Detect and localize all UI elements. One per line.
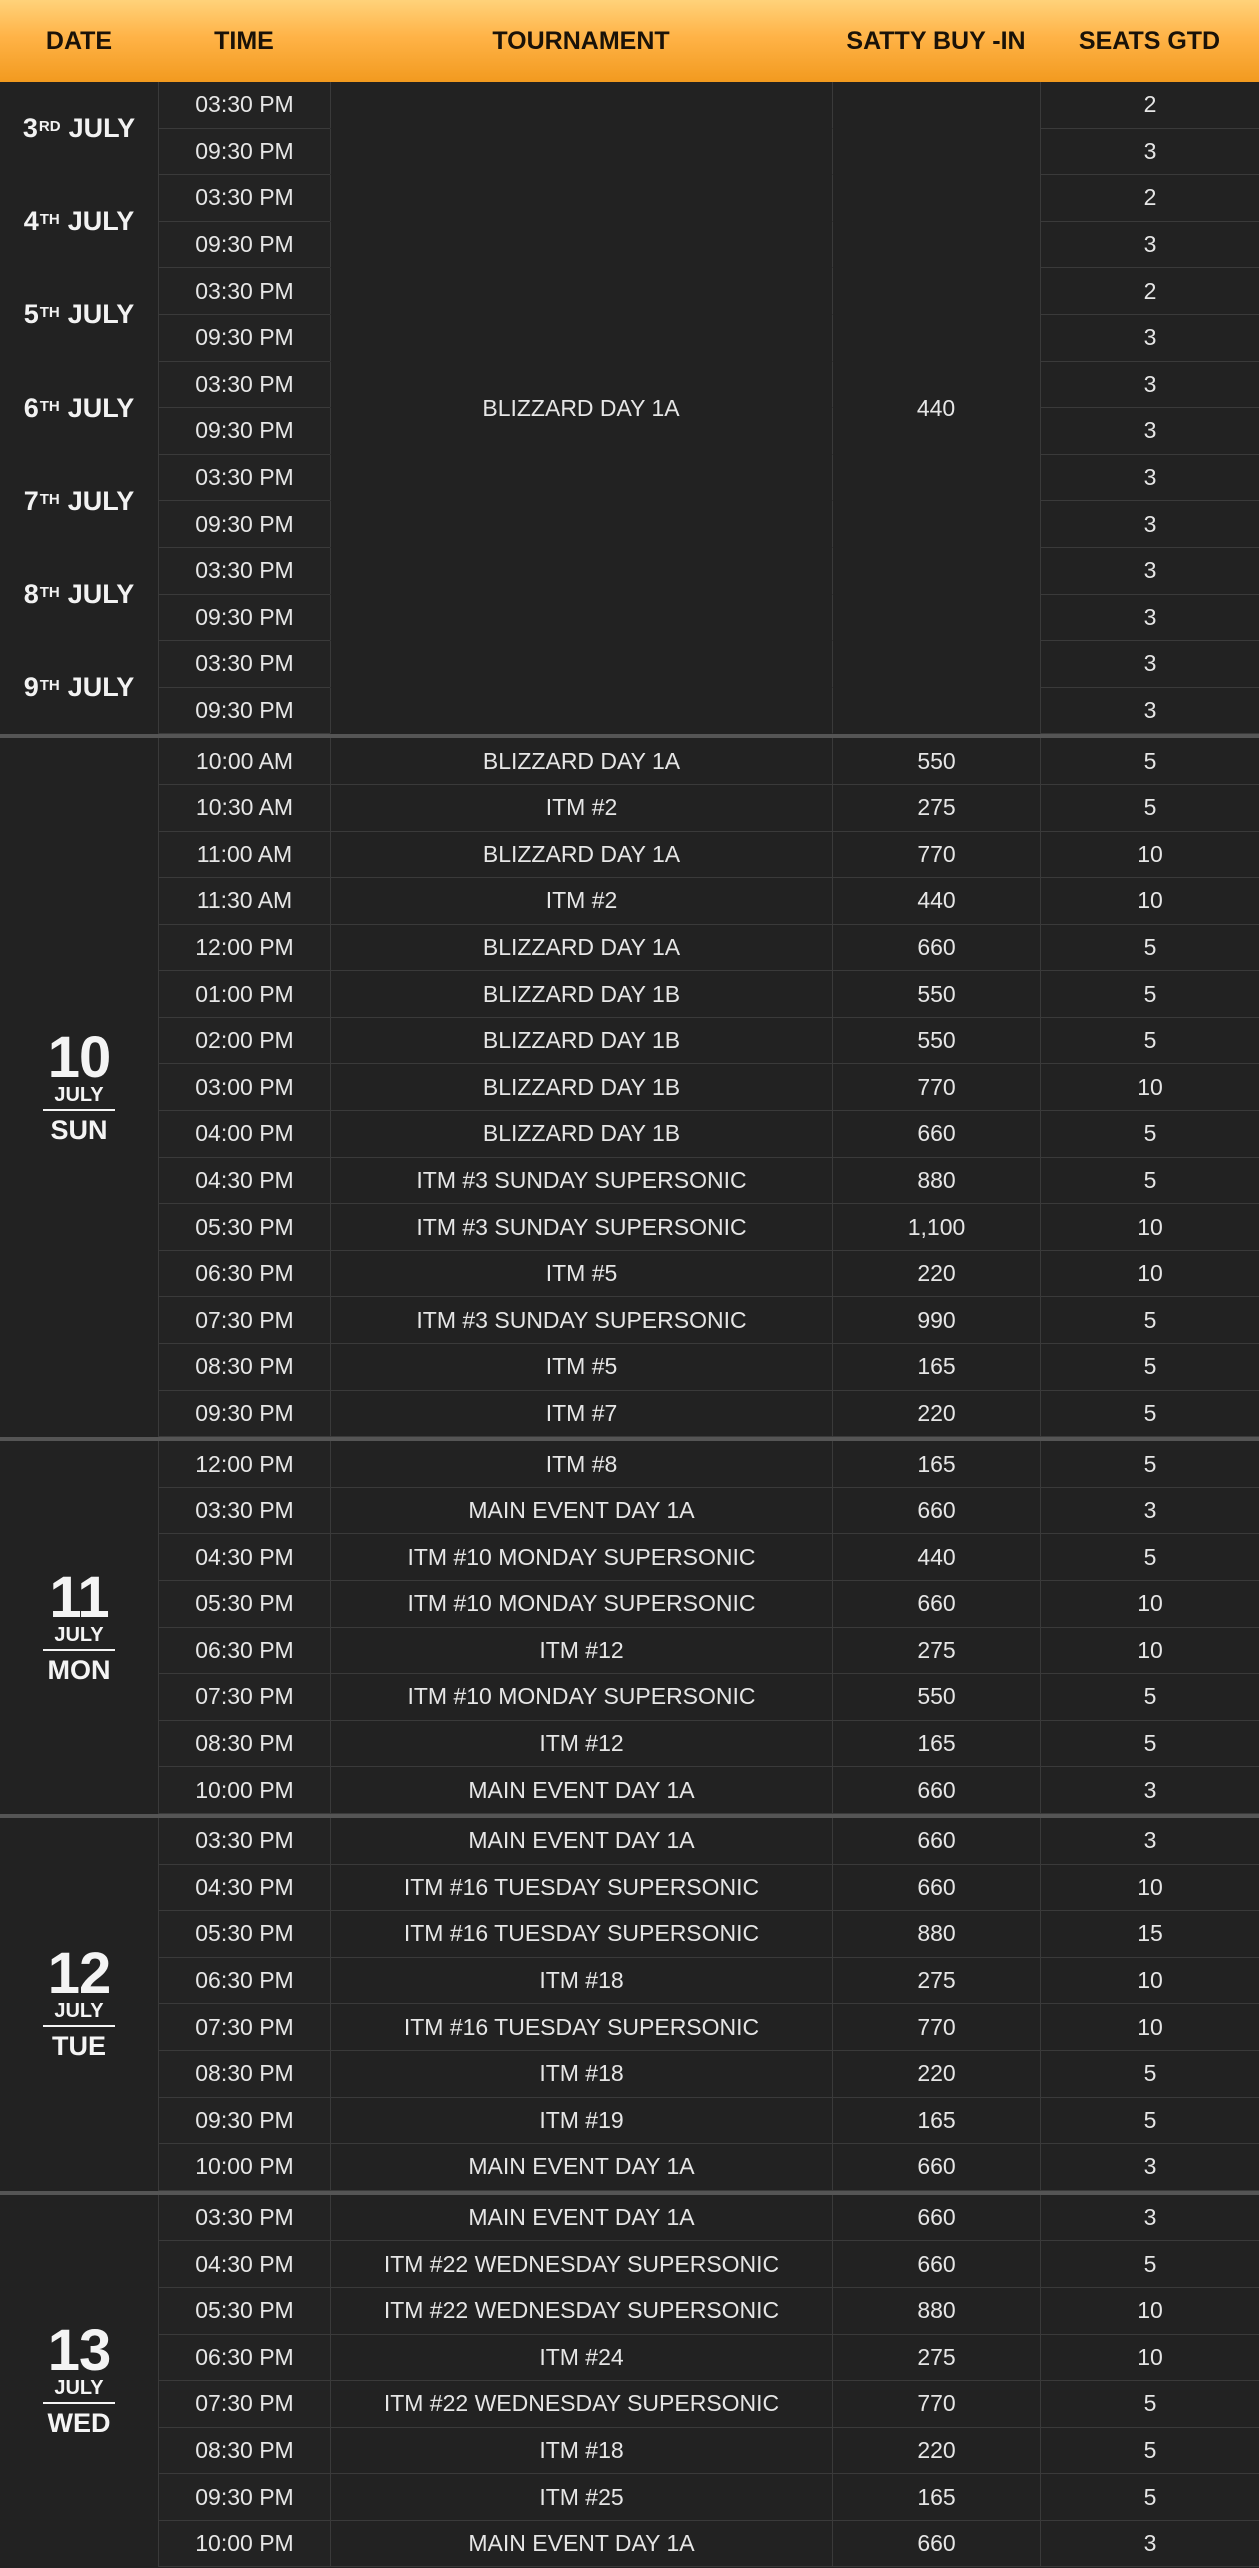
tournament-cell: ITM #22 WEDNESDAY SUPERSONIC bbox=[330, 2241, 832, 2288]
buyin-cell: 770 bbox=[832, 2004, 1040, 2051]
buyin-cell: 770 bbox=[832, 832, 1040, 879]
table-row bbox=[0, 738, 1259, 785]
table-row bbox=[0, 2335, 1259, 2382]
table-row bbox=[0, 1581, 1259, 1628]
date-month: JULY bbox=[67, 672, 135, 703]
seats-cell: 10 bbox=[1040, 2004, 1259, 2051]
date-divider bbox=[43, 2402, 115, 2404]
buyin-cell: 275 bbox=[832, 1628, 1040, 1675]
table-row bbox=[0, 1911, 1259, 1958]
tournament-cell: MAIN EVENT DAY 1A bbox=[330, 2195, 832, 2242]
time-cell: 07:30 PM bbox=[158, 1297, 330, 1344]
buyin-cell: 660 bbox=[832, 2521, 1040, 2568]
seats-cell: 10 bbox=[1040, 878, 1259, 925]
time-cell: 09:30 PM bbox=[158, 408, 330, 455]
seats-cell: 5 bbox=[1040, 2241, 1259, 2288]
date-number: 7 bbox=[23, 485, 39, 516]
table-row bbox=[0, 1767, 1259, 1814]
table-row bbox=[0, 1391, 1259, 1438]
seats-cell: 5 bbox=[1040, 1018, 1259, 1065]
seats-cell: 5 bbox=[1040, 1391, 1259, 1438]
seats-cell: 5 bbox=[1040, 971, 1259, 1018]
schedule-table bbox=[0, 82, 1259, 2567]
time-cell: 06:30 PM bbox=[158, 1251, 330, 1298]
table-row bbox=[0, 971, 1259, 1018]
buyin-cell: 275 bbox=[832, 785, 1040, 832]
date-suffix: TH bbox=[39, 211, 60, 229]
merged-tournament: BLIZZARD DAY 1A bbox=[482, 394, 680, 421]
table-row bbox=[0, 2004, 1259, 2051]
time-cell: 11:00 AM bbox=[158, 832, 330, 879]
time-cell: 09:30 PM bbox=[158, 2098, 330, 2145]
date-label bbox=[0, 641, 158, 734]
date-label bbox=[0, 548, 158, 641]
buyin-cell: 660 bbox=[832, 2144, 1040, 2191]
tournament-cell: ITM #7 bbox=[330, 1391, 832, 1438]
time-cell: 09:30 PM bbox=[158, 129, 330, 176]
buyin-cell: 660 bbox=[832, 2195, 1040, 2242]
seats-cell: 5 bbox=[1040, 1158, 1259, 1205]
date-number: 3 bbox=[22, 113, 38, 144]
seats-cell: 3 bbox=[1040, 688, 1259, 735]
table-row bbox=[0, 925, 1259, 972]
seats-cell: 5 bbox=[1040, 2098, 1259, 2145]
date-month: JULY bbox=[67, 299, 135, 330]
time-cell: 08:30 PM bbox=[158, 1344, 330, 1391]
table-row bbox=[0, 2521, 1259, 2568]
buyin-cell: 660 bbox=[832, 2241, 1040, 2288]
date-month: JULY bbox=[54, 2377, 104, 2400]
time-cell: 08:30 PM bbox=[158, 1721, 330, 1768]
table-row bbox=[0, 2428, 1259, 2475]
date-label bbox=[0, 1818, 158, 2191]
buyin-cell: 165 bbox=[832, 1344, 1040, 1391]
tournament-cell: BLIZZARD DAY 1A bbox=[330, 925, 832, 972]
seats-cell: 3 bbox=[1040, 222, 1259, 269]
table-row bbox=[0, 1534, 1259, 1581]
tournament-cell: ITM #10 MONDAY SUPERSONIC bbox=[330, 1581, 832, 1628]
seats-cell: 3 bbox=[1040, 641, 1259, 688]
tournament-cell: ITM #5 bbox=[330, 1251, 832, 1298]
time-cell: 03:30 PM bbox=[158, 2195, 330, 2242]
seats-cell: 3 bbox=[1040, 2521, 1259, 2568]
date-weekday: WED bbox=[47, 2408, 111, 2439]
seats-cell: 5 bbox=[1040, 2474, 1259, 2521]
date-month: JULY bbox=[54, 1623, 104, 1646]
date-weekday: TUE bbox=[52, 2031, 106, 2062]
buyin-cell: 990 bbox=[832, 1297, 1040, 1344]
time-cell: 07:30 PM bbox=[158, 2381, 330, 2428]
buyin-cell: 660 bbox=[832, 1767, 1040, 1814]
buyin-cell: 770 bbox=[832, 1064, 1040, 1111]
time-cell: 04:30 PM bbox=[158, 1158, 330, 1205]
buyin-cell: 660 bbox=[832, 1818, 1040, 1865]
table-row bbox=[0, 1251, 1259, 1298]
table-row bbox=[0, 2195, 1259, 2242]
buyin-cell: 660 bbox=[832, 1865, 1040, 1912]
seats-cell: 3 bbox=[1040, 315, 1259, 362]
seats-cell: 10 bbox=[1040, 1064, 1259, 1111]
time-cell: 09:30 PM bbox=[158, 315, 330, 362]
buyin-cell: 550 bbox=[832, 1674, 1040, 1721]
header-buyin: SATTY BUY -IN bbox=[846, 26, 1026, 55]
tournament-cell: BLIZZARD DAY 1A bbox=[330, 832, 832, 879]
header-seats: SEATS GTD bbox=[1078, 26, 1221, 55]
date-suffix: TH bbox=[39, 584, 60, 602]
time-cell: 03:30 PM bbox=[158, 1818, 330, 1865]
date-month: JULY bbox=[54, 2000, 104, 2023]
table-row bbox=[0, 1865, 1259, 1912]
buyin-cell: 880 bbox=[832, 1158, 1040, 1205]
date-month: JULY bbox=[67, 206, 135, 237]
seats-cell: 10 bbox=[1040, 1628, 1259, 1675]
buyin-cell: 440 bbox=[832, 878, 1040, 925]
seats-cell: 10 bbox=[1040, 832, 1259, 879]
tournament-cell: ITM #2 bbox=[330, 878, 832, 925]
seats-cell: 5 bbox=[1040, 2381, 1259, 2428]
buyin-cell: 770 bbox=[832, 2381, 1040, 2428]
buyin-cell: 165 bbox=[832, 2474, 1040, 2521]
table-row bbox=[0, 2051, 1259, 2098]
buyin-cell: 550 bbox=[832, 971, 1040, 1018]
date-day-number: 10 bbox=[47, 1024, 111, 1090]
buyin-cell: 1,100 bbox=[832, 1204, 1040, 1251]
time-cell: 06:30 PM bbox=[158, 1628, 330, 1675]
tournament-cell: ITM #10 MONDAY SUPERSONIC bbox=[330, 1534, 832, 1581]
date-suffix: TH bbox=[39, 677, 60, 695]
time-cell: 09:30 PM bbox=[158, 501, 330, 548]
time-cell: 10:30 AM bbox=[158, 785, 330, 832]
buyin-cell: 275 bbox=[832, 1958, 1040, 2005]
date-label bbox=[0, 175, 158, 268]
seats-cell: 15 bbox=[1040, 1911, 1259, 1958]
date-label bbox=[0, 268, 158, 361]
time-cell: 12:00 PM bbox=[158, 925, 330, 972]
time-cell: 05:30 PM bbox=[158, 1204, 330, 1251]
buyin-cell: 660 bbox=[832, 1111, 1040, 1158]
table-row bbox=[0, 1064, 1259, 1111]
time-cell: 03:30 PM bbox=[158, 362, 330, 409]
table-row bbox=[0, 1721, 1259, 1768]
date-suffix: TH bbox=[39, 397, 60, 415]
table-row bbox=[0, 785, 1259, 832]
date-day-number: 11 bbox=[49, 1564, 109, 1630]
date-suffix: TH bbox=[39, 490, 60, 508]
header-date: DATE bbox=[45, 26, 113, 55]
date-month: JULY bbox=[67, 579, 135, 610]
time-cell: 08:30 PM bbox=[158, 2051, 330, 2098]
time-cell: 07:30 PM bbox=[158, 2004, 330, 2051]
buyin-cell: 550 bbox=[832, 1018, 1040, 1065]
buyin-cell: 220 bbox=[832, 1251, 1040, 1298]
seats-cell: 3 bbox=[1040, 1767, 1259, 1814]
time-cell: 10:00 PM bbox=[158, 2144, 330, 2191]
seats-cell: 5 bbox=[1040, 1297, 1259, 1344]
tournament-cell: MAIN EVENT DAY 1A bbox=[330, 1767, 832, 1814]
time-cell: 09:30 PM bbox=[158, 1391, 330, 1438]
tournament-cell: MAIN EVENT DAY 1A bbox=[330, 2521, 832, 2568]
date-block-13-july bbox=[0, 2195, 1259, 2568]
tournament-cell: BLIZZARD DAY 1B bbox=[330, 1111, 832, 1158]
date-month: JULY bbox=[67, 392, 135, 423]
seats-cell: 3 bbox=[1040, 595, 1259, 642]
time-cell: 07:30 PM bbox=[158, 1674, 330, 1721]
tournament-cell: BLIZZARD DAY 1A bbox=[330, 738, 832, 785]
time-cell: 10:00 PM bbox=[158, 2521, 330, 2568]
date-label bbox=[0, 455, 158, 548]
date-number: 6 bbox=[23, 392, 39, 423]
seats-cell: 10 bbox=[1040, 1251, 1259, 1298]
seats-cell: 5 bbox=[1040, 1111, 1259, 1158]
tournament-cell: BLIZZARD DAY 1B bbox=[330, 971, 832, 1018]
seats-cell: 5 bbox=[1040, 1534, 1259, 1581]
table-header bbox=[0, 0, 1259, 82]
time-cell: 12:00 PM bbox=[158, 1441, 330, 1488]
date-label bbox=[0, 1441, 158, 1814]
buyin-cell: 440 bbox=[832, 1534, 1040, 1581]
buyin-cell: 165 bbox=[832, 1721, 1040, 1768]
table-row bbox=[0, 1628, 1259, 1675]
time-cell: 03:30 PM bbox=[158, 175, 330, 222]
tournament-cell: ITM #3 SUNDAY SUPERSONIC bbox=[330, 1204, 832, 1251]
time-cell: 05:30 PM bbox=[158, 2288, 330, 2335]
tournament-cell: ITM #12 bbox=[330, 1628, 832, 1675]
seats-cell: 3 bbox=[1040, 548, 1259, 595]
seats-cell: 10 bbox=[1040, 1581, 1259, 1628]
tournament-cell: MAIN EVENT DAY 1A bbox=[330, 1488, 832, 1535]
buyin-cell: 660 bbox=[832, 925, 1040, 972]
seats-cell: 2 bbox=[1040, 82, 1259, 129]
time-cell: 05:30 PM bbox=[158, 1911, 330, 1958]
buyin-cell: 220 bbox=[832, 2428, 1040, 2475]
seats-cell: 5 bbox=[1040, 1344, 1259, 1391]
tournament-cell: ITM #18 bbox=[330, 1958, 832, 2005]
time-cell: 09:30 PM bbox=[158, 222, 330, 269]
seats-cell: 3 bbox=[1040, 408, 1259, 455]
date-number: 4 bbox=[23, 206, 39, 237]
tournament-cell: BLIZZARD DAY 1B bbox=[330, 1064, 832, 1111]
date-block-3-9-july bbox=[0, 82, 1259, 738]
date-label bbox=[0, 2195, 158, 2568]
date-divider bbox=[43, 1649, 115, 1651]
date-divider bbox=[43, 1109, 115, 1111]
tournament-cell: BLIZZARD DAY 1B bbox=[330, 1018, 832, 1065]
table-row bbox=[0, 2381, 1259, 2428]
date-number: 5 bbox=[23, 299, 39, 330]
header-tournament: TOURNAMENT bbox=[492, 26, 670, 55]
date-month: JULY bbox=[54, 1083, 104, 1106]
buyin-cell: 220 bbox=[832, 1391, 1040, 1438]
table-row bbox=[0, 1818, 1259, 1865]
table-row bbox=[0, 2288, 1259, 2335]
time-cell: 06:30 PM bbox=[158, 1958, 330, 2005]
time-cell: 09:30 PM bbox=[158, 688, 330, 735]
tournament-cell: ITM #25 bbox=[330, 2474, 832, 2521]
table-row bbox=[0, 832, 1259, 879]
tournament-cell: ITM #12 bbox=[330, 1721, 832, 1768]
seats-cell: 3 bbox=[1040, 455, 1259, 502]
time-cell: 06:30 PM bbox=[158, 2335, 330, 2382]
tournament-cell: ITM #5 bbox=[330, 1344, 832, 1391]
table-row bbox=[0, 1158, 1259, 1205]
seats-cell: 2 bbox=[1040, 268, 1259, 315]
seats-cell: 3 bbox=[1040, 1818, 1259, 1865]
tournament-cell: ITM #18 bbox=[330, 2051, 832, 2098]
time-cell: 03:30 PM bbox=[158, 455, 330, 502]
date-day-number: 12 bbox=[47, 1941, 111, 2007]
time-cell: 01:00 PM bbox=[158, 971, 330, 1018]
time-cell: 10:00 PM bbox=[158, 1767, 330, 1814]
tournament-cell: ITM #8 bbox=[330, 1441, 832, 1488]
date-block-12-july bbox=[0, 1818, 1259, 2195]
seats-cell: 3 bbox=[1040, 501, 1259, 548]
time-cell: 04:30 PM bbox=[158, 2241, 330, 2288]
date-month: JULY bbox=[67, 485, 135, 516]
table-row bbox=[0, 1441, 1259, 1488]
table-row bbox=[0, 1958, 1259, 2005]
seats-cell: 5 bbox=[1040, 1674, 1259, 1721]
date-label bbox=[0, 362, 158, 455]
seats-cell: 5 bbox=[1040, 2428, 1259, 2475]
seats-cell: 3 bbox=[1040, 129, 1259, 176]
date-label bbox=[0, 738, 158, 1437]
time-cell: 04:00 PM bbox=[158, 1111, 330, 1158]
table-row bbox=[0, 1297, 1259, 1344]
seats-cell: 3 bbox=[1040, 362, 1259, 409]
tournament-cell: ITM #18 bbox=[330, 2428, 832, 2475]
table-row bbox=[0, 1488, 1259, 1535]
tournament-cell: ITM #16 TUESDAY SUPERSONIC bbox=[330, 1911, 832, 1958]
time-cell: 04:30 PM bbox=[158, 1865, 330, 1912]
time-cell: 03:30 PM bbox=[158, 548, 330, 595]
seats-cell: 5 bbox=[1040, 2051, 1259, 2098]
seats-cell: 5 bbox=[1040, 738, 1259, 785]
time-cell: 03:30 PM bbox=[158, 268, 330, 315]
seats-cell: 3 bbox=[1040, 2144, 1259, 2191]
seats-cell: 5 bbox=[1040, 1441, 1259, 1488]
table-row bbox=[0, 1344, 1259, 1391]
tournament-cell: MAIN EVENT DAY 1A bbox=[330, 1818, 832, 1865]
buyin-cell: 165 bbox=[832, 2098, 1040, 2145]
tournament-cell: ITM #22 WEDNESDAY SUPERSONIC bbox=[330, 2381, 832, 2428]
buyin-cell: 550 bbox=[832, 738, 1040, 785]
seats-cell: 5 bbox=[1040, 925, 1259, 972]
table-row bbox=[0, 1204, 1259, 1251]
tournament-cell: ITM #16 TUESDAY SUPERSONIC bbox=[330, 2004, 832, 2051]
table-row bbox=[0, 878, 1259, 925]
date-suffix: RD bbox=[38, 118, 61, 136]
time-cell: 08:30 PM bbox=[158, 2428, 330, 2475]
seats-cell: 3 bbox=[1040, 2195, 1259, 2242]
buyin-cell: 165 bbox=[832, 1441, 1040, 1488]
date-block-11-july bbox=[0, 1441, 1259, 1818]
buyin-cell: 660 bbox=[832, 1581, 1040, 1628]
seats-cell: 10 bbox=[1040, 1204, 1259, 1251]
date-number: 8 bbox=[23, 579, 39, 610]
date-block-10-july bbox=[0, 738, 1259, 1441]
time-cell: 11:30 AM bbox=[158, 878, 330, 925]
time-cell: 09:30 PM bbox=[158, 2474, 330, 2521]
tournament-cell: ITM #22 WEDNESDAY SUPERSONIC bbox=[330, 2288, 832, 2335]
seats-cell: 5 bbox=[1040, 785, 1259, 832]
buyin-cell: 880 bbox=[832, 1911, 1040, 1958]
buyin-cell: 275 bbox=[832, 2335, 1040, 2382]
time-cell: 03:30 PM bbox=[158, 1488, 330, 1535]
tournament-cell: ITM #10 MONDAY SUPERSONIC bbox=[330, 1674, 832, 1721]
tournament-cell: ITM #24 bbox=[330, 2335, 832, 2382]
tournament-cell: ITM #3 SUNDAY SUPERSONIC bbox=[330, 1158, 832, 1205]
date-weekday: MON bbox=[47, 1654, 111, 1685]
time-cell: 09:30 PM bbox=[158, 595, 330, 642]
time-cell: 02:00 PM bbox=[158, 1018, 330, 1065]
seats-cell: 10 bbox=[1040, 2335, 1259, 2382]
tournament-cell: ITM #19 bbox=[330, 2098, 832, 2145]
buyin-cell: 880 bbox=[832, 2288, 1040, 2335]
header-time: TIME bbox=[214, 26, 274, 55]
table-row bbox=[0, 2474, 1259, 2521]
table-row bbox=[0, 1674, 1259, 1721]
table-row bbox=[0, 1111, 1259, 1158]
time-cell: 03:30 PM bbox=[158, 82, 330, 129]
seats-cell: 10 bbox=[1040, 1865, 1259, 1912]
time-cell: 10:00 AM bbox=[158, 738, 330, 785]
seats-cell: 10 bbox=[1040, 1958, 1259, 2005]
merged-buyin: 440 bbox=[916, 394, 956, 421]
date-label bbox=[0, 82, 158, 175]
date-number: 9 bbox=[23, 672, 39, 703]
time-cell: 05:30 PM bbox=[158, 1581, 330, 1628]
date-weekday: SUN bbox=[50, 1114, 108, 1145]
date-month: JULY bbox=[68, 113, 136, 144]
buyin-cell: 660 bbox=[832, 1488, 1040, 1535]
tournament-cell: ITM #2 bbox=[330, 785, 832, 832]
seats-cell: 3 bbox=[1040, 1488, 1259, 1535]
tournament-cell: MAIN EVENT DAY 1A bbox=[330, 2144, 832, 2191]
tournament-cell: ITM #16 TUESDAY SUPERSONIC bbox=[330, 1865, 832, 1912]
time-cell: 03:30 PM bbox=[158, 641, 330, 688]
seats-cell: 2 bbox=[1040, 175, 1259, 222]
date-day-number: 13 bbox=[47, 2318, 111, 2384]
table-row bbox=[0, 2098, 1259, 2145]
seats-cell: 10 bbox=[1040, 2288, 1259, 2335]
table-row bbox=[0, 2241, 1259, 2288]
time-cell: 04:30 PM bbox=[158, 1534, 330, 1581]
seats-cell: 5 bbox=[1040, 1721, 1259, 1768]
table-row bbox=[0, 1018, 1259, 1065]
tournament-cell: ITM #3 SUNDAY SUPERSONIC bbox=[330, 1297, 832, 1344]
time-cell: 03:00 PM bbox=[158, 1064, 330, 1111]
date-divider bbox=[43, 2025, 115, 2027]
table-row bbox=[0, 2144, 1259, 2191]
date-suffix: TH bbox=[39, 304, 60, 322]
buyin-cell: 220 bbox=[832, 2051, 1040, 2098]
